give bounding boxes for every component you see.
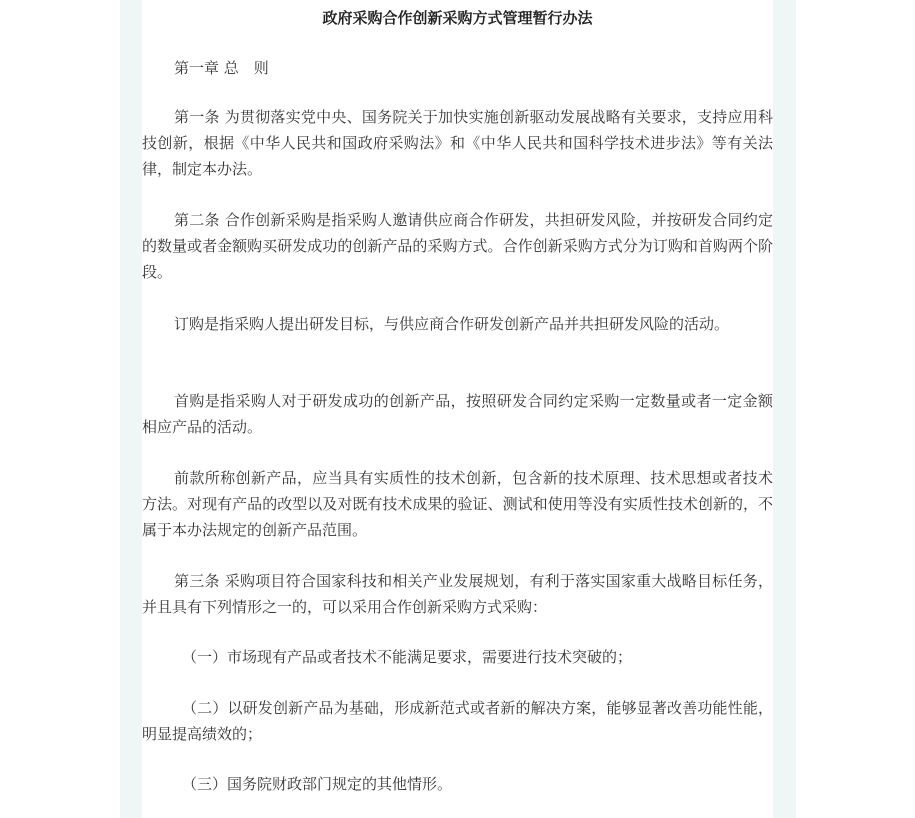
list-item: （三）国务院财政部门规定的其他情形。 [182, 775, 453, 793]
article-paragraph: 前款所称创新产品，应当具有实质性的技术创新，包含新的技术原理、技术思想或者技术方法。对现有产品的改型以及对既有技术成果的验证、测试和使用等没有实质性技术创新的，不属于本办法规定的创新产品范围。 [142, 469, 773, 539]
article-paragraph: 首购是指采购人对于研发成功的创新产品，按照研发合同约定采购一定数量或者一定金额相应产品的活动。 [142, 392, 773, 436]
article-body [142, 0, 773, 818]
article-paragraph: 第三条 采购项目符合国家科技和相关产业发展规划，有利于落实国家重大战略目标任务，并且具有下列情形之一的，可以采用合作创新采购方式采购： [142, 572, 773, 616]
chapter-heading: 第一章 总 则 [174, 59, 269, 77]
article-paragraph: 订购是指采购人提出研发目标，与供应商合作研发创新产品并共担研发风险的活动。 [174, 315, 730, 333]
list-item: （一）市场现有产品或者技术不能满足要求，需要进行技术突破的； [182, 648, 633, 666]
list-item: （二）以研发创新产品为基础，形成新范式或者新的解决方案，能够显著改善功能性能，明显提高绩效的； [142, 699, 773, 743]
article-paragraph: 第二条 合作创新采购是指采购人邀请供应商合作研发，共担研发风险，并按研发合同约定的数量或者金额购买研发成功的创新产品的采购方式。合作创新采购方式分为订购和首购两个阶段。 [142, 211, 773, 281]
article-paragraph: 第一条 为贯彻落实党中央、国务院关于加快实施创新驱动发展战略有关要求，支持应用科技创新，根据《中华人民共和国政府采购法》和《中华人民共和国科学技术进步法》等有关法律，制定本办法。 [142, 108, 773, 178]
article-title: 政府采购合作创新采购方式管理暂行办法 [322, 9, 593, 27]
